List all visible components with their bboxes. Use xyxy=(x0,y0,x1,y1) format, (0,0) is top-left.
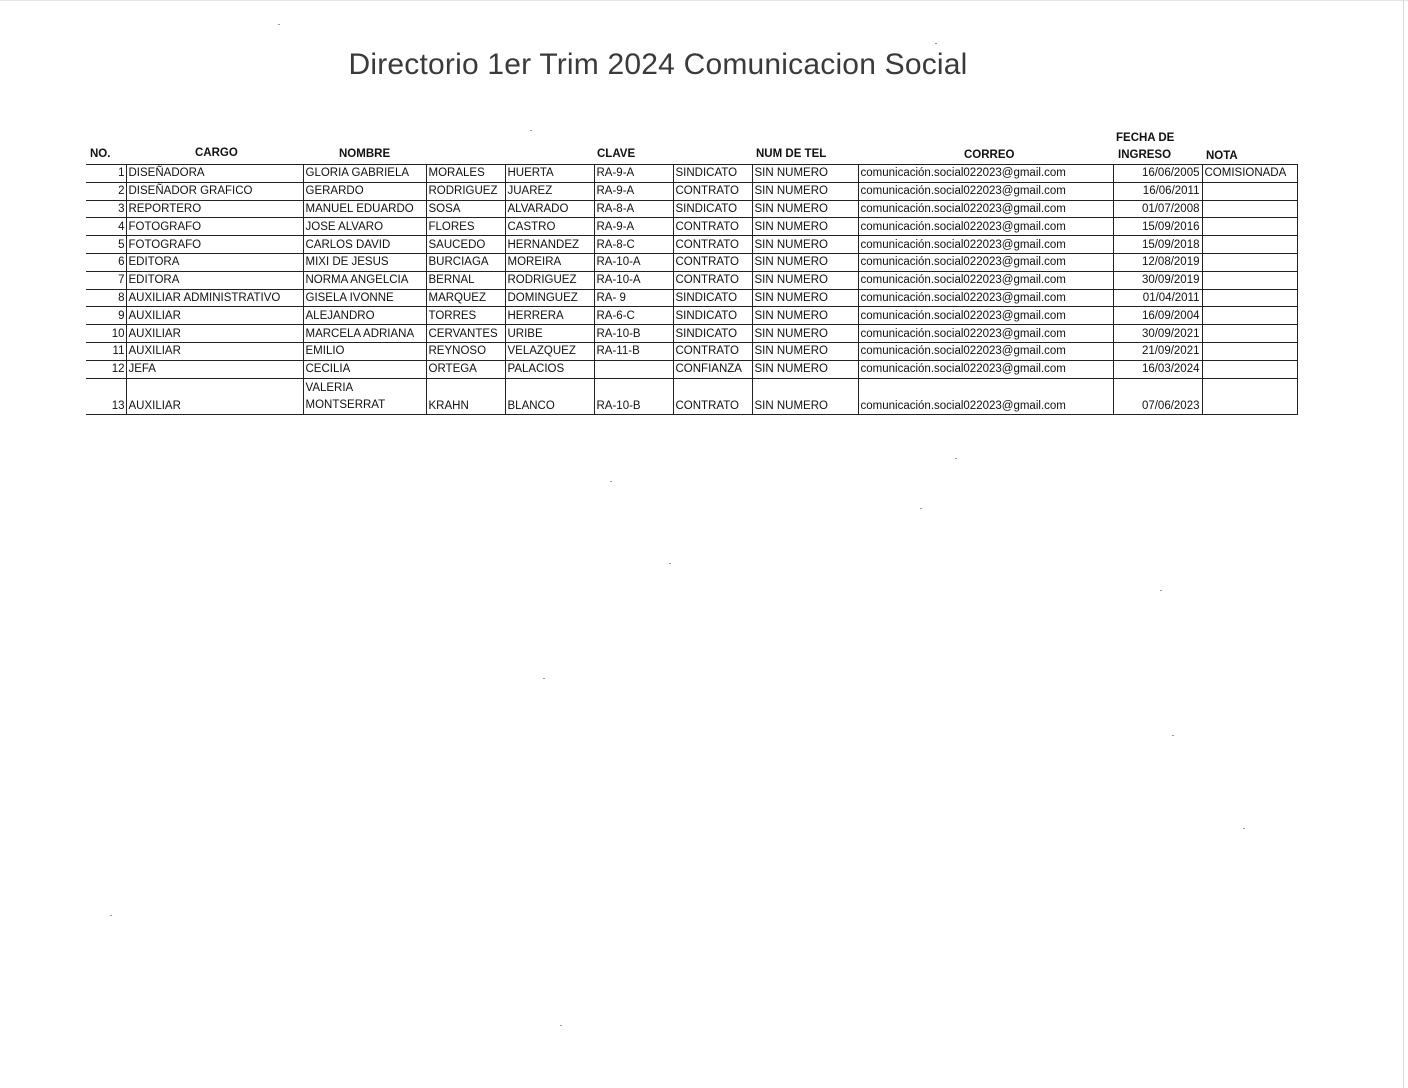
cell-nota xyxy=(1202,307,1297,325)
cell-tipo: CONFIANZA xyxy=(673,360,752,378)
cell-correo: comunicación.social022023@gmail.com xyxy=(858,289,1113,307)
cell-apellido-paterno: BURCIAGA xyxy=(426,253,505,271)
cell-no: 3 xyxy=(86,200,126,218)
cell-cargo: EDITORA xyxy=(126,271,303,289)
cell-fecha: 07/06/2023 xyxy=(1113,378,1202,414)
scan-edge-top xyxy=(0,0,1408,1)
cell-tel: SIN NUMERO xyxy=(752,271,858,289)
cell-cargo: AUXILIAR xyxy=(126,342,303,360)
table-row xyxy=(86,289,1297,307)
cell-no: 6 xyxy=(86,253,126,271)
cell-nombre: JOSE ALVARO xyxy=(303,218,426,236)
cell-correo: comunicación.social022023@gmail.com xyxy=(858,236,1113,254)
table-row xyxy=(86,165,1297,183)
cell-no: 2 xyxy=(86,182,126,200)
cell-cargo: DISEÑADOR GRAFICO xyxy=(126,182,303,200)
cell-apellido-paterno: FLORES xyxy=(426,218,505,236)
table-row xyxy=(86,182,1297,200)
header-nota: NOTA xyxy=(1206,150,1238,162)
table-row xyxy=(86,271,1297,289)
cell-no: 9 xyxy=(86,307,126,325)
cell-tel: SIN NUMERO xyxy=(752,182,858,200)
cell-fecha: 15/09/2016 xyxy=(1113,218,1202,236)
cell-no: 11 xyxy=(86,342,126,360)
cell-no: 10 xyxy=(86,325,126,343)
cell-fecha: 12/08/2019 xyxy=(1113,253,1202,271)
cell-nota xyxy=(1202,253,1297,271)
cell-apellido-materno: HUERTA xyxy=(505,165,594,183)
cell-correo: comunicación.social022023@gmail.com xyxy=(858,200,1113,218)
cell-apellido-materno: RODRIGUEZ xyxy=(505,271,594,289)
cell-apellido-paterno: MORALES xyxy=(426,165,505,183)
scan-speck xyxy=(669,563,671,564)
nombre-line2: MONTSERRAT xyxy=(305,398,386,411)
cell-tipo: CONTRATO xyxy=(673,253,752,271)
cell-no: 4 xyxy=(86,218,126,236)
cell-nombre: GISELA IVONNE xyxy=(303,289,426,307)
scan-edge-right xyxy=(1403,0,1404,1088)
cell-correo: comunicación.social022023@gmail.com xyxy=(858,360,1113,378)
cell-cargo: JEFA xyxy=(126,360,303,378)
cell-apellido-paterno: CERVANTES xyxy=(426,325,505,343)
cell-apellido-materno: JUAREZ xyxy=(505,182,594,200)
cell-nombre: MARCELA ADRIANA xyxy=(303,325,426,343)
cell-clave xyxy=(594,360,673,378)
cell-apellido-paterno: SAUCEDO xyxy=(426,236,505,254)
cell-apellido-materno: VELAZQUEZ xyxy=(505,342,594,360)
cell-clave: RA-10-A xyxy=(594,253,673,271)
cell-clave: RA-9-A xyxy=(594,165,673,183)
cell-nota: COMISIONADA xyxy=(1202,165,1297,183)
cell-tipo: SINDICATO xyxy=(673,289,752,307)
cell-no: 8 xyxy=(86,289,126,307)
cell-clave: RA-11-B xyxy=(594,342,673,360)
cell-clave: RA-10-B xyxy=(594,325,673,343)
cell-tipo: CONTRATO xyxy=(673,271,752,289)
cell-nombre: NORMA ANGELCIA xyxy=(303,271,426,289)
scan-speck xyxy=(610,481,612,482)
table-body xyxy=(86,165,1297,415)
cell-apellido-materno: MOREIRA xyxy=(505,253,594,271)
cell-apellido-paterno: ORTEGA xyxy=(426,360,505,378)
header-cargo: CARGO xyxy=(195,147,238,159)
cell-cargo: EDITORA xyxy=(126,253,303,271)
cell-fecha: 16/06/2011 xyxy=(1113,182,1202,200)
table-row xyxy=(86,360,1297,378)
cell-no: 13 xyxy=(86,378,126,414)
cell-correo: comunicación.social022023@gmail.com xyxy=(858,218,1113,236)
cell-no: 12 xyxy=(86,360,126,378)
header-clave: CLAVE xyxy=(597,148,636,160)
cell-apellido-paterno: SOSA xyxy=(426,200,505,218)
cell-cargo: AUXILIAR xyxy=(126,378,303,414)
table-row xyxy=(86,236,1297,254)
cell-tel: SIN NUMERO xyxy=(752,236,858,254)
cell-apellido-materno: URIBE xyxy=(505,325,594,343)
cell-apellido-materno: BLANCO xyxy=(505,378,594,414)
header-no: NO. xyxy=(90,148,111,160)
cell-nombre: CARLOS DAVID xyxy=(303,236,426,254)
cell-nota xyxy=(1202,325,1297,343)
table-row xyxy=(86,325,1297,343)
cell-apellido-paterno: REYNOSO xyxy=(426,342,505,360)
cell-nota xyxy=(1202,360,1297,378)
cell-no: 5 xyxy=(86,236,126,254)
cell-correo: comunicación.social022023@gmail.com xyxy=(858,253,1113,271)
cell-cargo: FOTOGRAFO xyxy=(126,218,303,236)
cell-nombre: GLORIA GABRIELA xyxy=(303,165,426,183)
scan-speck xyxy=(560,1025,562,1026)
cell-apellido-materno: PALACIOS xyxy=(505,360,594,378)
cell-nombre: GERARDO xyxy=(303,182,426,200)
cell-fecha: 01/04/2011 xyxy=(1113,289,1202,307)
table-row xyxy=(86,218,1297,236)
scan-speck xyxy=(110,915,112,916)
cell-correo: comunicación.social022023@gmail.com xyxy=(858,271,1113,289)
cell-fecha: 30/09/2021 xyxy=(1113,325,1202,343)
scan-speck xyxy=(530,130,532,131)
cell-tel: SIN NUMERO xyxy=(752,289,858,307)
cell-apellido-paterno: MARQUEZ xyxy=(426,289,505,307)
cell-cargo: REPORTERO xyxy=(126,200,303,218)
scan-speck xyxy=(1243,828,1245,829)
cell-fecha: 16/06/2005 xyxy=(1113,165,1202,183)
cell-tipo: CONTRATO xyxy=(673,218,752,236)
page-title: Directorio 1er Trim 2024 Comunicacion Social xyxy=(348,48,968,81)
cell-nombre: ALEJANDRO xyxy=(303,307,426,325)
cell-no: 7 xyxy=(86,271,126,289)
cell-tipo: CONTRATO xyxy=(673,236,752,254)
cell-nota xyxy=(1202,236,1297,254)
cell-nombre: CECILIA xyxy=(303,360,426,378)
cell-correo: comunicación.social022023@gmail.com xyxy=(858,342,1113,360)
header-num-tel: NUM DE TEL xyxy=(756,148,827,160)
cell-cargo: AUXILIAR xyxy=(126,307,303,325)
scan-speck xyxy=(955,458,957,459)
cell-tipo: CONTRATO xyxy=(673,182,752,200)
cell-no: 1 xyxy=(86,165,126,183)
cell-clave: RA-9-A xyxy=(594,218,673,236)
header-fecha-line1: FECHA DE xyxy=(1116,132,1175,144)
cell-tipo: CONTRATO xyxy=(673,378,752,414)
cell-apellido-paterno: KRAHN xyxy=(426,378,505,414)
cell-tel: SIN NUMERO xyxy=(752,307,858,325)
cell-apellido-materno: HERNANDEZ xyxy=(505,236,594,254)
scan-speck xyxy=(543,678,545,679)
cell-fecha: 21/09/2021 xyxy=(1113,342,1202,360)
cell-cargo: AUXILIAR ADMINISTRATIVO xyxy=(126,289,303,307)
cell-correo: comunicación.social022023@gmail.com xyxy=(858,325,1113,343)
cell-fecha: 15/09/2018 xyxy=(1113,236,1202,254)
cell-fecha: 16/09/2004 xyxy=(1113,307,1202,325)
cell-apellido-paterno: RODRIGUEZ xyxy=(426,182,505,200)
header-nombre: NOMBRE xyxy=(339,148,391,160)
cell-nombre: MIXI DE JESUS xyxy=(303,253,426,271)
cell-correo: comunicación.social022023@gmail.com xyxy=(858,378,1113,414)
cell-correo: comunicación.social022023@gmail.com xyxy=(858,182,1113,200)
cell-tipo: SINDICATO xyxy=(673,307,752,325)
cell-apellido-materno: HERRERA xyxy=(505,307,594,325)
cell-clave: RA-8-A xyxy=(594,200,673,218)
directory-table xyxy=(86,164,1298,415)
cell-apellido-paterno: BERNAL xyxy=(426,271,505,289)
cell-tipo: SINDICATO xyxy=(673,325,752,343)
cell-correo: comunicación.social022023@gmail.com xyxy=(858,307,1113,325)
cell-nota xyxy=(1202,271,1297,289)
cell-clave: RA-10-A xyxy=(594,271,673,289)
cell-tel: SIN NUMERO xyxy=(752,165,858,183)
cell-apellido-materno: CASTRO xyxy=(505,218,594,236)
table-row xyxy=(86,342,1297,360)
cell-nota xyxy=(1202,200,1297,218)
cell-cargo: AUXILIAR xyxy=(126,325,303,343)
cell-nota xyxy=(1202,378,1297,414)
cell-clave: RA- 9 xyxy=(594,289,673,307)
cell-tipo: SINDICATO xyxy=(673,165,752,183)
cell-tel: SIN NUMERO xyxy=(752,253,858,271)
cell-clave: RA-8-C xyxy=(594,236,673,254)
nombre-line1: VALERIA xyxy=(305,381,354,394)
scan-speck xyxy=(935,43,937,44)
cell-fecha: 16/03/2024 xyxy=(1113,360,1202,378)
cell-tel: SIN NUMERO xyxy=(752,325,858,343)
cell-clave: RA-10-B xyxy=(594,378,673,414)
cell-tipo: SINDICATO xyxy=(673,200,752,218)
cell-apellido-materno: DOMINGUEZ xyxy=(505,289,594,307)
cell-nota xyxy=(1202,289,1297,307)
cell-clave: RA-6-C xyxy=(594,307,673,325)
cell-cargo: FOTOGRAFO xyxy=(126,236,303,254)
scan-speck xyxy=(1172,735,1174,736)
cell-nota xyxy=(1202,182,1297,200)
cell-nombre: EMILIO xyxy=(303,342,426,360)
scan-speck xyxy=(1160,590,1162,591)
cell-fecha: 01/07/2008 xyxy=(1113,200,1202,218)
cell-tel: SIN NUMERO xyxy=(752,218,858,236)
cell-apellido-materno: ALVARADO xyxy=(505,200,594,218)
header-correo: CORREO xyxy=(964,149,1015,161)
table-row xyxy=(86,307,1297,325)
cell-nombre xyxy=(303,378,426,414)
scan-speck xyxy=(920,508,922,509)
cell-clave: RA-9-A xyxy=(594,182,673,200)
scan-speck xyxy=(278,24,280,25)
cell-fecha: 30/09/2019 xyxy=(1113,271,1202,289)
cell-nombre: MANUEL EDUARDO xyxy=(303,200,426,218)
cell-nota xyxy=(1202,218,1297,236)
table-row xyxy=(86,253,1297,271)
cell-tel: SIN NUMERO xyxy=(752,360,858,378)
cell-nota xyxy=(1202,342,1297,360)
cell-tel: SIN NUMERO xyxy=(752,200,858,218)
cell-cargo: DISEÑADORA xyxy=(126,165,303,183)
cell-tel: SIN NUMERO xyxy=(752,378,858,414)
cell-tipo: CONTRATO xyxy=(673,342,752,360)
table-row xyxy=(86,200,1297,218)
cell-correo: comunicación.social022023@gmail.com xyxy=(858,165,1113,183)
cell-apellido-paterno: TORRES xyxy=(426,307,505,325)
table-row xyxy=(86,378,1297,414)
header-fecha-line2: INGRESO xyxy=(1118,149,1172,161)
cell-tel: SIN NUMERO xyxy=(752,342,858,360)
